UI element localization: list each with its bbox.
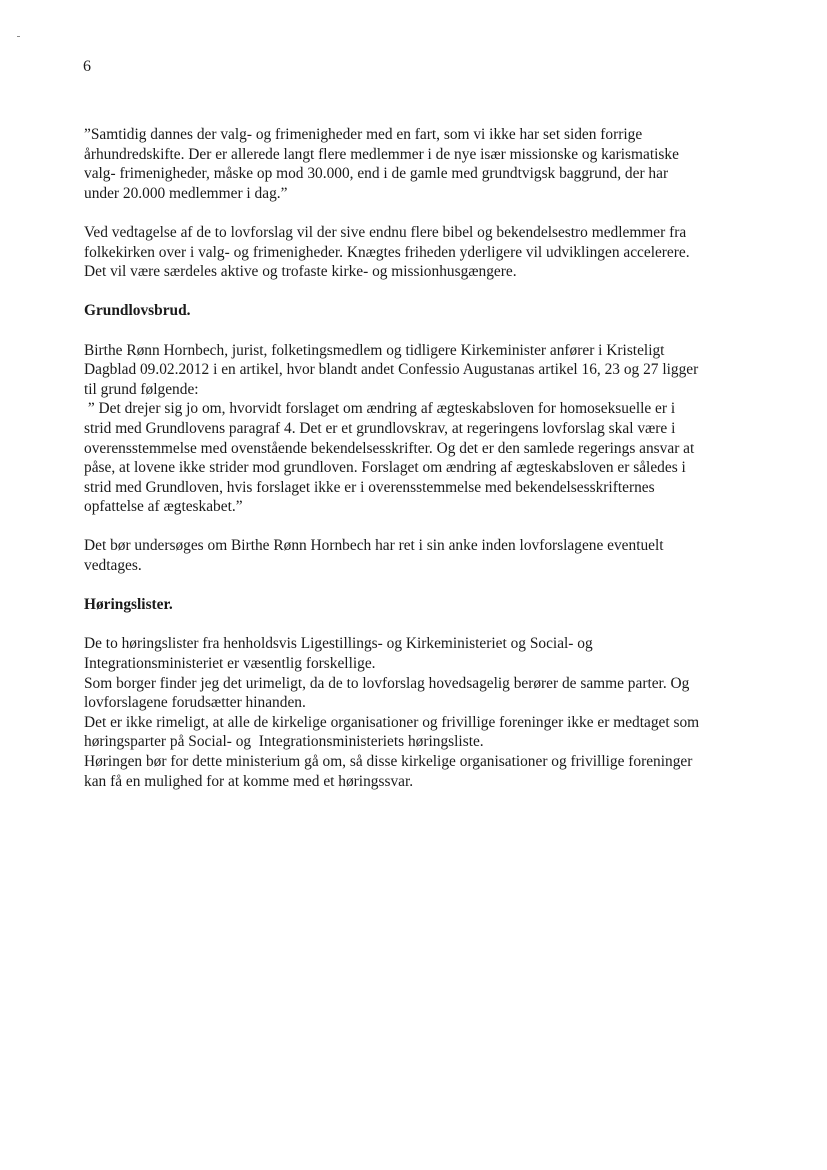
text-line: til grund følgende: [84, 380, 199, 398]
text-line: Ved vedtagelse af de to lovforslag vil der sive endnu flere bibel og bekendelsestro medlemmer fra [84, 223, 687, 241]
document-body [84, 125, 756, 791]
text-line: kan få en mulighed for at komme med et høringssvar. [84, 772, 414, 790]
body-paragraph [84, 341, 756, 517]
text-line: Høringen bør for dette ministerium gå om, så disse kirkelige organisationer og frivillige foreninger [84, 753, 693, 770]
text-line: Integrationsministeriet er væsentlig forskellige. [84, 655, 376, 673]
text-line: overensstemmelse med ovenstående bekendelsesskrifter. Og det er den samlede regerings ansvar at [84, 439, 695, 457]
text-line: påse, at lovene ikke strider mod grundloven. Forslaget om ændring af ægteskabsloven er således i [84, 459, 686, 477]
text-line: Det bør undersøges om Birthe Rønn Hornbech har ret i sin anke inden lovforslagene eventuelt [84, 537, 664, 555]
text-line: opfattelse af ægteskabet.” [84, 498, 243, 516]
text-line: århundredskifte. Der er allerede langt flere medlemmer i de nye især missionske og karismatiske [84, 145, 679, 163]
text-line: Det er ikke rimeligt, at alle de kirkelige organisationer og frivillige foreninger ikke er medtaget som [84, 713, 700, 731]
scan-speck [17, 36, 20, 37]
text-line: under 20.000 medlemmer i dag.” [84, 184, 288, 202]
text-line: vedtages. [84, 557, 142, 575]
text-line: folkekirken over i valg- og frimenigheder. Knægtes friheden yderligere vil udviklingen accelerere. [84, 243, 690, 261]
text-line: Birthe Rønn Hornbech, jurist, folketingsmedlem og tidligere Kirkeminister anfører i Kristeligt [84, 341, 665, 359]
text-line: Som borger finder jeg det urimeligt, da de to lovforslag hovedsagelig berører de samme parter. Og [84, 674, 690, 692]
text-line: Det vil være særdeles aktive og trofaste kirke- og missionhusgængere. [84, 263, 517, 281]
body-paragraph [84, 634, 756, 791]
text-line: De to høringslister fra henholdsvis Ligestillings- og Kirkeministeriet og Social- og [84, 635, 593, 653]
text-line: lovforslagene forudsætter hinanden. [84, 694, 306, 712]
section-heading-horingslister: Høringslister. [84, 596, 173, 614]
text-line: valg- frimenigheder, måske op mod 30.000, end i de gamle med grundtvigsk baggrund, der har [84, 165, 669, 183]
quote-paragraph [84, 125, 756, 203]
body-paragraph [84, 536, 756, 575]
text-line: ”Samtidig dannes der valg- og frimenigheder med en fart, som vi ikke har set siden forrige [84, 126, 643, 143]
text-line: strid med Grundlovens paragraf 4. Det er et grundlovskrav, at regeringens lovforslag skal være i [84, 419, 676, 437]
text-line: Dagblad 09.02.2012 i en artikel, hvor blandt andet Confessio Augustanas artikel 16, 23 og 27 ligger [84, 361, 699, 379]
section-heading-grundlovsbrud: Grundlovsbrud. [84, 302, 191, 320]
text-line: høringsparter på Social- og Integrationsministeriets høringsliste. [84, 733, 484, 751]
body-paragraph [84, 223, 756, 282]
text-line: strid med Grundloven, hvis forslaget ikke er i overensstemmelse med bekendelsesskrifternes [84, 478, 655, 496]
page-number: 6 [83, 58, 91, 75]
text-line: ” Det drejer sig jo om, hvorvidt forslaget om ændring af ægteskabsloven for homoseksuelle er i [84, 400, 676, 418]
